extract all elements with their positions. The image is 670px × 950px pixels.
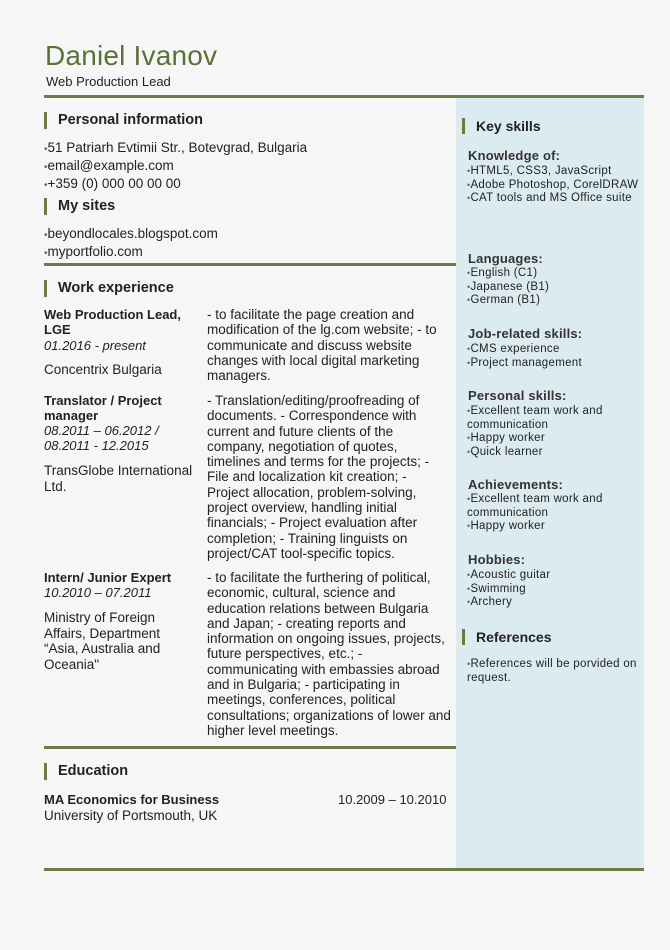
skill-item: • Happy worker [467,520,639,534]
skill-group-list [467,343,639,370]
job-dates: 08.2011 – 06.2012 / 08.2011 - 12.2015 [44,423,159,453]
skill-group-title: Hobbies: [468,552,526,567]
job-organization: Concentrix Bulgaria [44,362,162,377]
skill-group-title: Job-related skills: [468,326,583,341]
section-rule [44,746,456,749]
job-title: Web Production Lead, LGE [44,307,181,337]
skill-item: • Adobe Photoshop, CorelDRAW [467,179,639,193]
my-sites-heading: My sites [44,198,115,215]
skill-group-list [467,267,639,308]
site-item[interactable]: • beyondlocales.blogspot.com [44,226,218,244]
phone-item: • +359 (0) 000 00 00 00 [44,176,307,194]
skill-item: • CMS experience [467,343,639,357]
skill-item: • Quick learner [467,446,639,460]
job-organization: TransGlobe International Ltd. [44,463,193,494]
skill-group-title: Achievements: [468,477,564,492]
section-rule [44,263,456,266]
skill-item: • Project management [467,357,639,371]
job-description: - to facilitate the page creation and modification of the lg.com website; - to communicate and discuss website changes with local digital marketing managers. [207,307,437,384]
work-experience-heading: Work experience [44,280,174,297]
skill-item: • Archery [467,596,639,610]
reference-item: • References will be porvided on request. [467,658,639,685]
skill-group-list [467,493,639,534]
resume-subtitle: Web Production Lead [46,74,171,89]
education-degree: MA Economics for Business [44,792,220,807]
address-item: • 51 Patriarh Evtimii Str., Botevgrad, Bulgaria [44,140,307,158]
skill-item: • Excellent team work and communication [467,493,639,520]
skill-item: • Excellent team work and communication [467,405,639,432]
personal-info-heading: Personal information [44,112,203,129]
skill-item: • Japanese (B1) [467,281,639,295]
skill-group-title: Languages: [468,251,543,266]
skill-group-title: Knowledge of: [468,148,561,163]
skill-item: • English (C1) [467,267,639,281]
job-dates: 10.2010 – 07.2011 [44,585,152,600]
job-organization: Ministry of Foreign Affairs, Department “Asia, Australia and Oceania" [44,610,161,672]
site-item[interactable]: • myportfolio.com [44,244,218,262]
skill-group-list [467,165,639,206]
skill-item: • CAT tools and MS Office suite [467,192,639,206]
skill-item: • HTML5, CSS3, JavaScript [467,165,639,179]
skill-item: • Acoustic guitar [467,569,639,583]
job-title: Translator / Project manager [44,393,162,423]
personal-info-list [44,140,307,194]
education-dates: 10.2009 – 10.2010 [338,792,447,807]
job-dates: 01.2016 - present [44,338,146,353]
education-heading: Education [44,763,128,780]
resume-name: Daniel Ivanov [45,40,218,71]
sites-list [44,226,218,262]
references-heading: References [462,629,552,645]
references-list [467,658,639,685]
email-item: • email@example.com [44,158,307,176]
bottom-rule [44,868,644,871]
skill-group-list [467,569,639,610]
skill-group-title: Personal skills: [468,388,567,403]
skill-group-list [467,405,639,459]
skill-item: • Happy worker [467,432,639,446]
key-skills-heading: Key skills [462,118,541,134]
job-description: - Translation/editing/proofreading of documents. - Correspondence with current and future clients of the company, negotiation of quotes, timelines and terms for the projects; - File and localization kit creation; - Project allocation, problem-solving, project overview, handling initial financials; - Project evaluation after completion; - Training linguists on project/CAT tool-specific topics. [207,393,430,561]
education-school: University of Portsmouth, UK [44,808,218,823]
job-title: Intern/ Junior Expert [44,570,172,585]
skill-item: • Swimming [467,583,639,597]
job-description: - to facilitate the furthering of political, economic, cultural, science and education relations between Bulgaria and Japan; - creating reports and information on ongoing issues, projects, future perspectives, etc.; - communicating with embassies abroad and in Bulgaria; - participating in meetings, conferences, political consultations; organizations of lower and higher level meetings. [207,570,451,738]
skill-item: • German (B1) [467,294,639,308]
